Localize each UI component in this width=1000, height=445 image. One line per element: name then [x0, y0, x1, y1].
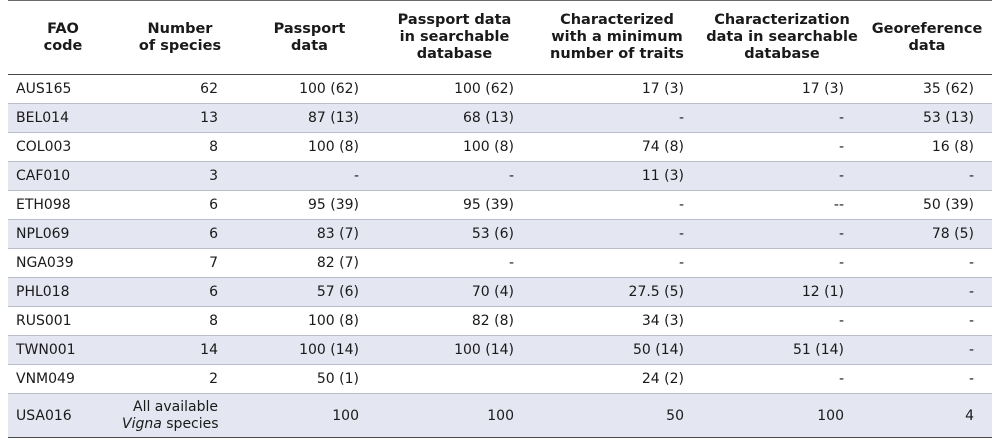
cell-characterization-searchable: -: [702, 365, 862, 394]
cell-number-of-species: 6: [118, 278, 242, 307]
cell-fao-code: BEL014: [8, 104, 118, 133]
cell-passport-data: 100 (14): [242, 336, 377, 365]
header-fao-code: FAO code: [8, 1, 118, 75]
data-table: [8, 0, 992, 438]
cell-georeference: -: [862, 336, 992, 365]
cell-characterization-searchable: -: [702, 104, 862, 133]
cell-characterized: -: [532, 220, 702, 249]
cell-passport-data: 83 (7): [242, 220, 377, 249]
cell-passport-searchable: 68 (13): [377, 104, 532, 133]
cell-number-of-species: 2: [118, 365, 242, 394]
table-row-usa016: [8, 394, 992, 438]
cell-passport-data: 95 (39): [242, 191, 377, 220]
cell-georeference: 4: [862, 394, 992, 438]
cell-characterized: -: [532, 191, 702, 220]
cell-passport-searchable: 100 (14): [377, 336, 532, 365]
cell-georeference: 16 (8): [862, 133, 992, 162]
cell-passport-searchable: -: [377, 162, 532, 191]
header-number-of-species: Number of species: [118, 1, 242, 75]
cell-passport-data: 57 (6): [242, 278, 377, 307]
table-container: [8, 0, 992, 438]
cell-georeference: 53 (13): [862, 104, 992, 133]
cell-characterized: 50: [532, 394, 702, 438]
cell-characterized: 11 (3): [532, 162, 702, 191]
cell-georeference: -: [862, 162, 992, 191]
cell-fao-code: CAF010: [8, 162, 118, 191]
cell-georeference: -: [862, 365, 992, 394]
cell-number-of-species: 13: [118, 104, 242, 133]
cell-fao-code: NPL069: [8, 220, 118, 249]
cell-passport-searchable: 100 (8): [377, 133, 532, 162]
cell-characterized: -: [532, 249, 702, 278]
cell-fao-code: AUS165: [8, 75, 118, 104]
cell-fao-code: NGA039: [8, 249, 118, 278]
cell-passport-searchable: 70 (4): [377, 278, 532, 307]
cell-passport-data: 82 (7): [242, 249, 377, 278]
cell-number-of-species: 6: [118, 191, 242, 220]
cell-characterization-searchable: -: [702, 162, 862, 191]
table-row: [8, 75, 992, 104]
cell-number-of-species: 7: [118, 249, 242, 278]
header-row: [8, 1, 992, 75]
cell-characterization-searchable: 100: [702, 394, 862, 438]
header-passport-searchable: Passport data in searchable database: [377, 1, 532, 75]
cell-characterization-searchable: 12 (1): [702, 278, 862, 307]
cell-passport-data: -: [242, 162, 377, 191]
cell-fao-code: TWN001: [8, 336, 118, 365]
cell-passport-data: 100 (62): [242, 75, 377, 104]
header-georeference: Georeference data: [862, 1, 992, 75]
cell-fao-code: RUS001: [8, 307, 118, 336]
table-body: [8, 75, 992, 438]
cell-number-of-species: 8: [118, 307, 242, 336]
cell-passport-searchable: 53 (6): [377, 220, 532, 249]
cell-fao-code: VNM049: [8, 365, 118, 394]
cell-number-of-species: 3: [118, 162, 242, 191]
cell-fao-code: PHL018: [8, 278, 118, 307]
cell-passport-searchable: 82 (8): [377, 307, 532, 336]
cell-number-of-species: 62: [118, 75, 242, 104]
cell-georeference: -: [862, 249, 992, 278]
cell-fao-code: USA016: [8, 394, 118, 438]
cell-passport-data: 87 (13): [242, 104, 377, 133]
cell-characterized: 24 (2): [532, 365, 702, 394]
cell-characterization-searchable: -: [702, 249, 862, 278]
cell-number-of-species: 6: [118, 220, 242, 249]
table-row: [8, 104, 992, 133]
table-row: [8, 365, 992, 394]
cell-georeference: 78 (5): [862, 220, 992, 249]
table-row: [8, 307, 992, 336]
cell-characterized: 34 (3): [532, 307, 702, 336]
cell-characterization-searchable: -: [702, 220, 862, 249]
table-row: [8, 162, 992, 191]
cell-characterization-searchable: -: [702, 133, 862, 162]
cell-number-of-species: 14: [118, 336, 242, 365]
cell-passport-searchable: 100: [377, 394, 532, 438]
table-row: [8, 133, 992, 162]
cell-georeference: 35 (62): [862, 75, 992, 104]
cell-passport-data: 100 (8): [242, 133, 377, 162]
cell-characterization-searchable: -: [702, 307, 862, 336]
table-row: [8, 278, 992, 307]
cell-passport-data: 100: [242, 394, 377, 438]
cell-characterized: 50 (14): [532, 336, 702, 365]
table-row: [8, 220, 992, 249]
header-characterized: Characterized with a minimum number of traits: [532, 1, 702, 75]
cell-characterized: 74 (8): [532, 133, 702, 162]
cell-georeference: -: [862, 278, 992, 307]
header-passport-data: Passport data: [242, 1, 377, 75]
table-header: [8, 1, 992, 75]
cell-characterized: -: [532, 104, 702, 133]
cell-passport-searchable: -: [377, 249, 532, 278]
cell-georeference: -: [862, 307, 992, 336]
cell-number-of-species: All available Vigna species: [118, 394, 242, 438]
genus-name: Vigna: [122, 415, 162, 432]
header-characterization-searchable: Characterization data in searchable database: [702, 1, 862, 75]
table-row: [8, 336, 992, 365]
table-row: [8, 249, 992, 278]
cell-characterization-searchable: 51 (14): [702, 336, 862, 365]
cell-passport-searchable: [377, 365, 532, 394]
cell-number-of-species: 8: [118, 133, 242, 162]
cell-passport-searchable: 95 (39): [377, 191, 532, 220]
cell-passport-data: 100 (8): [242, 307, 377, 336]
cell-georeference: 50 (39): [862, 191, 992, 220]
cell-characterized: 17 (3): [532, 75, 702, 104]
cell-characterized: 27.5 (5): [532, 278, 702, 307]
cell-characterization-searchable: --: [702, 191, 862, 220]
cell-fao-code: COL003: [8, 133, 118, 162]
cell-fao-code: ETH098: [8, 191, 118, 220]
cell-characterization-searchable: 17 (3): [702, 75, 862, 104]
cell-passport-searchable: 100 (62): [377, 75, 532, 104]
table-row: [8, 191, 992, 220]
cell-passport-data: 50 (1): [242, 365, 377, 394]
